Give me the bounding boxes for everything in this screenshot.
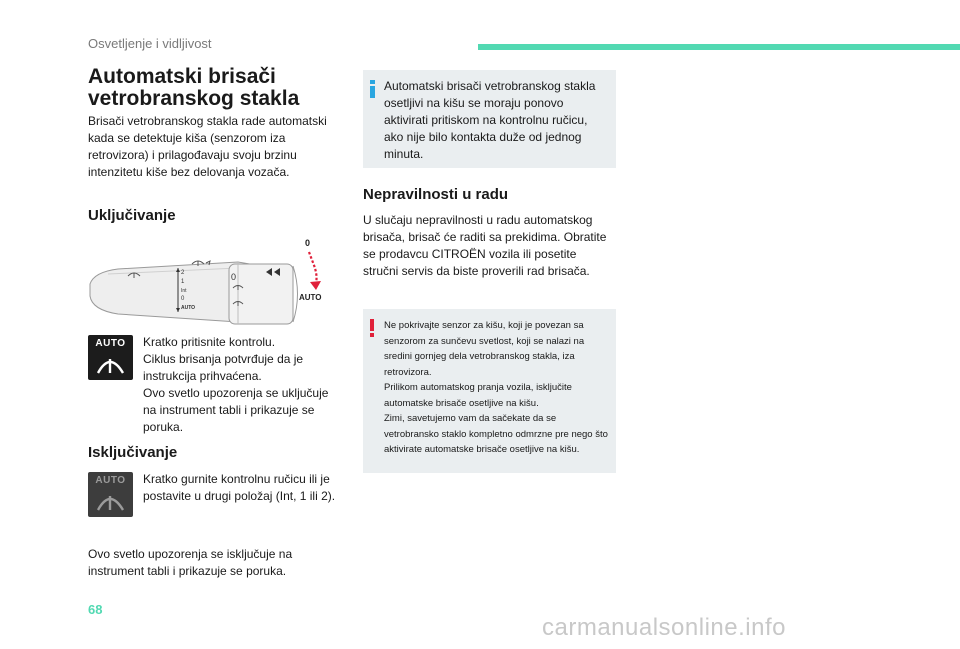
auto-wiper-warning-icon: AUTO <box>88 335 133 380</box>
stalk-bottom-label: AUTO <box>299 293 322 302</box>
stalk-position-0: 0 <box>181 296 185 302</box>
switching-on-instructions: Kratko pritisnite kontrolu. Ciklus brisanja potvrđuje da je instrukcija prihvaćena. Ovo svetlo upozorenja se uključuje na instrument tabli i prikazuje se poruka. <box>143 335 329 434</box>
warning-icon <box>370 319 374 337</box>
press-arrow <box>309 252 317 284</box>
stalk-ring-label-0: 0 <box>231 272 237 282</box>
auto-wiper-off-icon: AUTO <box>88 472 133 517</box>
header-accent-bar <box>478 44 960 50</box>
warning-note-box <box>363 309 616 473</box>
heading-malfunction: Nepravilnosti u radu <box>363 186 509 203</box>
info-note-text: Automatski brisači vetrobranskog stakla osetljivi na kišu se moraju ponovo aktivirati pritiskom na kontrolnu ručicu, ako nije bilo kontakta duže od jednog minuta. <box>384 79 596 161</box>
stalk-position-2: 2 <box>181 270 185 276</box>
warning-note-text: Ne pokrivajte senzor za kišu, koji je povezan sa senzorom za sunčevu svetlost, koji se nalazi na sredini gornjeg dela vetrobranskog stakla, iza retrovizora. Prilikom automatskog pranja vozila, isključite automatske brisače osetljive na kišu. Zimi, savetujemo vam da sačekate da se vetrobransko staklo kompletno odmrzne pre nego što aktivirate automatske brisače osetljive na kišu. <box>384 320 608 455</box>
page-number: 68 <box>88 602 103 617</box>
page-title: Automatski brisači vetrobranskog stakla <box>88 65 300 110</box>
heading-switching-on: Uključivanje <box>88 207 176 224</box>
info-icon <box>370 80 375 98</box>
malfunction-paragraph: U slučaju nepravilnosti u radu automatskog brisača, brisač će raditi sa prekidima. Obratite se prodavcu CITROËN vozila ili posetite stručni servis da biste proverili rad brisača. <box>363 213 607 278</box>
wiper-stalk-illustration <box>88 232 340 328</box>
intro-paragraph: Brisači vetrobranskog stakla rade automatski kada se detektuje kiša (senzorom iza retrovizora) i prilagođavaju svoju brzinu intenzitetu kiše bez delovanja vozača. <box>88 114 327 179</box>
outro-paragraph: Ovo svetlo upozorenja se isključuje na instrument tabli i prikazuje se poruka. <box>88 547 293 578</box>
info-note-box <box>363 70 616 168</box>
stalk-position-int: Int <box>181 288 187 294</box>
switching-off-instructions: Kratko gurnite kontrolnu ručicu ili je postavite u drugi položaj (Int, 1 ili 2). <box>143 472 336 503</box>
heading-switching-off: Isključivanje <box>88 444 178 461</box>
stalk-position-auto: AUTO <box>181 305 196 311</box>
watermark: carmanualsonline.info <box>542 614 786 641</box>
stalk-position-1: 1 <box>181 279 185 285</box>
stalk-top-label: 0 <box>305 238 311 248</box>
section-title: Osvetljenje i vidljivost <box>88 36 212 51</box>
